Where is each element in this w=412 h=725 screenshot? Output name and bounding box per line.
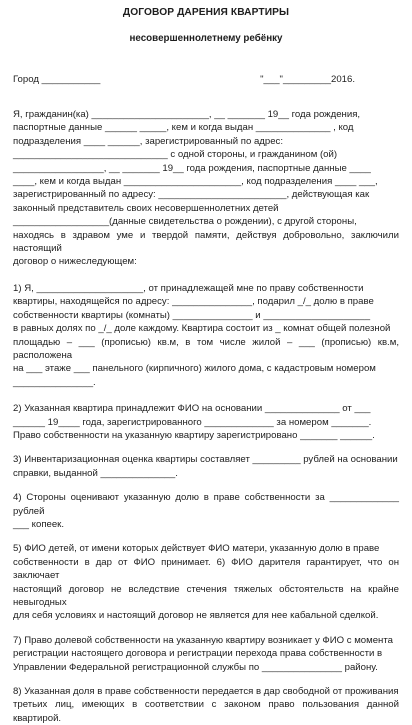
document-subtitle: несовершеннолетнему ребёнку — [129, 33, 283, 44]
intro-paragraph: Я, гражданин(ка) ______________________, __ _______ 19__ года рождения, паспортные данные ______ _____, кем и когда выдан ______________ , код подразделения ____ ______, зарегистрированный по адрес: _____________________________ с одной стороны, и гражданином (ой) _________________, __ _______ 19__ года рождения, паспортные данные ____ ____, кем и когда выдан ______________________, код подразделения ____ ___, зарегистрированный по адресу: ________________________, действующая как законный представитель своих несовершеннолетних детей __________________(данные свидетельства о рождении), с другой стороны, находясь в здравом уме и твердой памяти, действуя добровольно, заключили настоящий договор о нижеследующем: — [13, 109, 399, 268]
clause-3: 3) Инвентаризационная оценка квартиры составляет _________ рублей на основании справки, выданной ______________. — [13, 454, 398, 479]
date-field: "___"_________2016. — [260, 74, 355, 85]
clause-1: 1) Я, ____________________, от принадлежащей мне по праву собственности квартиры, находящейся по адресу: _______________, подарил _/_ долю в праве собственности квартиры (комнаты) _______________ и ____________________ в равных долях по _/_ доле каждому. Квартира состоит из _ комнат общей полезной площадью – ___ (прописью) кв.м, в том числе жилой – ___ (прописью) кв.м, расположена на ___ этаже ___ панельного (кирпичного) жилого дома, с кадастровым номером _______________. — [13, 282, 399, 388]
clause-2: 2) Указанная квартира принадлежит ФИО на основании ______________ от ___ ______ 19____ года, зарегистрированного _____________ за номером _______. Право собственности на указанную квартиру зарегистрировано _______ ______. — [13, 403, 375, 441]
clause-7: 7) Право долевой собственности на указанную квартиру возникает у ФИО с момента регистрации настоящего договора и регистрации перехода права собственности в Управлении Федеральной регистрационной службы по _______________ району. — [13, 634, 393, 673]
clause-4: 4) Стороны оценивают указанную долю в праве собственности за _____________ рублей ___ копеек. — [13, 492, 399, 530]
city-date-line — [13, 73, 399, 86]
document-title: ДОГОВОР ДАРЕНИЯ КВАРТИРЫ — [122, 7, 290, 18]
clause-5-6: 5) ФИО детей, от имени которых действует ФИО матери, указанную долю в праве собственности в дар от ФИО принимает. 6) ФИО дарителя гарантирует, что он заключает настоящий договор не вследствие стечения тяжелых обстоятельств на крайне невыгодных для себя условиях и настоящий договор не является для нее кабальной сделкой. — [13, 543, 399, 622]
clause-8: 8) Указанная доля в праве собственности передается в дар свободной от проживания третьих лиц, имеющих в соответствии с законом право пользования данной квартирой. — [13, 686, 399, 724]
city-field: Город ___________ — [13, 74, 101, 85]
